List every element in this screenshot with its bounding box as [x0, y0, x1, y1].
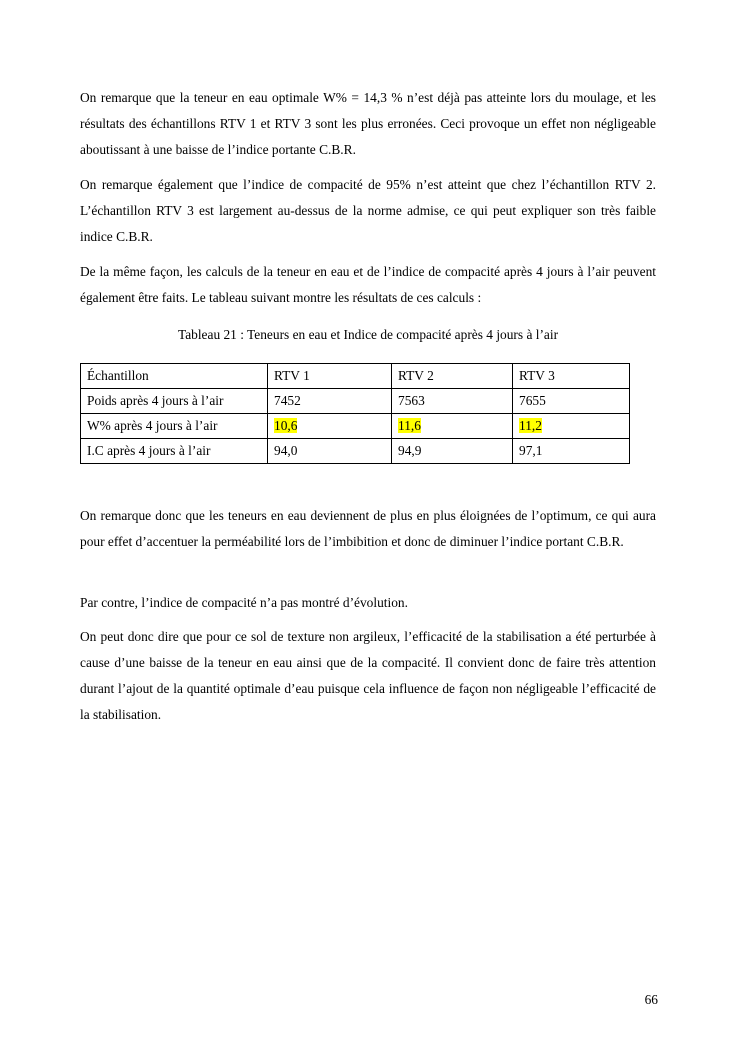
paragraph-compactness-trend: Par contre, l’indice de compacité n’a pas montré d’évolution. [80, 595, 408, 610]
value-cell: 7655 [513, 389, 630, 414]
header-cell: RTV 2 [392, 364, 513, 389]
table-header-row [81, 364, 630, 389]
header-cell: RTV 1 [268, 364, 392, 389]
value-cell: 7563 [392, 389, 513, 414]
paragraph-compactness: On remarque également que l’indice de compacité de 95% n’est atteint que chez l’échantillon RTV 2. L’échantillon RTV 3 est largement au-dessus de la norme admise, ce qui peut expliquer son très faible indice C.B.R. [80, 177, 656, 244]
row-label-cell: I.C après 4 jours à l’air [81, 439, 268, 464]
paragraph-table-intro: De la même façon, les calculs de la teneur en eau et de l’indice de compacité après 4 jours à l’air peuvent également être faits. Le tableau suivant montre les résultats de ces calculs : [80, 264, 656, 305]
paragraph-water-trend: On remarque donc que les teneurs en eau deviennent de plus en plus éloignées de l’optimum, ce qui aura pour effet d’accentuer la perméabilité lors de l’imbibition et donc de diminuer l’indice portant C.B.R. [80, 508, 656, 549]
table-row [81, 389, 630, 414]
value-cell: 94,9 [392, 439, 513, 464]
table-caption [80, 322, 656, 348]
table-row [81, 439, 630, 464]
highlighted-value: 11,6 [398, 418, 421, 433]
table-row [81, 414, 630, 439]
value-cell-highlighted [268, 414, 392, 439]
row-label-cell: Poids après 4 jours à l’air [81, 389, 268, 414]
row-label-cell: W% après 4 jours à l’air [81, 414, 268, 439]
header-cell: Échantillon [81, 364, 268, 389]
highlighted-value: 11,2 [519, 418, 542, 433]
header-cell: RTV 3 [513, 364, 630, 389]
value-cell: 94,0 [268, 439, 392, 464]
paragraph-water-content: On remarque que la teneur en eau optimale W% = 14,3 % n’est déjà pas atteinte lors du moulage, et les résultats des échantillons RTV 1 et RTV 3 sont les plus erronées. Ceci provoque un effet non négligeable aboutissant à une baisse de l’indice portante C.B.R. [80, 90, 656, 157]
value-cell-highlighted [392, 414, 513, 439]
value-cell-highlighted [513, 414, 630, 439]
value-cell: 97,1 [513, 439, 630, 464]
results-table [80, 363, 630, 464]
highlighted-value: 10,6 [274, 418, 298, 433]
table-caption-text: Tableau 21 : Teneurs en eau et Indice de compacité après 4 jours à l’air [177, 327, 559, 342]
page-number: 66 [644, 992, 658, 1007]
value-cell: 7452 [268, 389, 392, 414]
paragraph-conclusion: On peut donc dire que pour ce sol de texture non argileux, l’efficacité de la stabilisation a été perturbée à cause d’une baisse de la teneur en eau ainsi que de la compacité. Il convient donc de faire très attention durant l’ajout de la quantité optimale d’eau puisque cela influence de façon non négligeable l’efficacité de la stabilisation. [80, 629, 656, 722]
